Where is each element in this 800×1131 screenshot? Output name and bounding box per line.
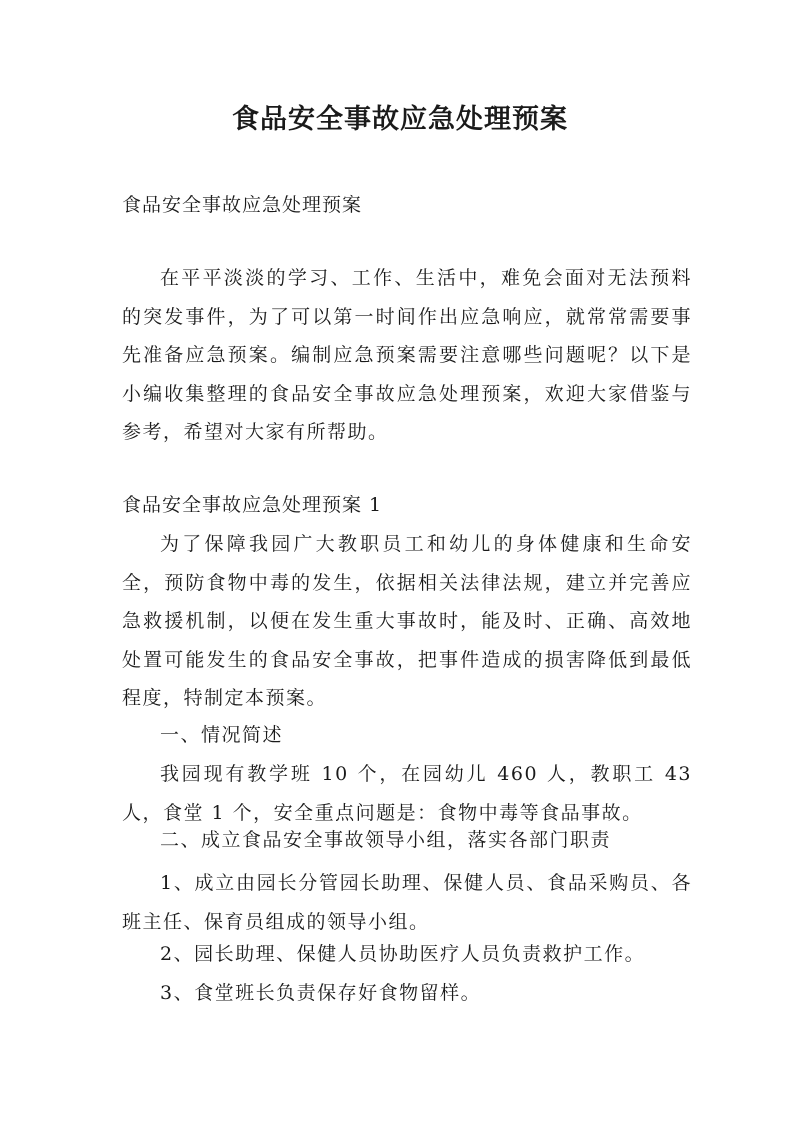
list-item-2: 2、园长助理、保健人员协助医疗人员负责救护工作。 [160, 943, 646, 965]
document-title: 食品安全事故应急处理预案 [232, 104, 568, 135]
purpose-paragraph: 为了保障我园广大教职员工和幼儿的身体健康和生命安全，预防食物中毒的发生，依据相关法律法规，建立并完善应急救援机制，以便在发生重大事故时，能及时、正确、高效地处置可能发生的食品安全事故，把事件造成的损害降低到最低程度，特制定本预案。 [122, 533, 692, 709]
list-item-3: 3、食堂班长负责保存好食物留样。 [160, 982, 482, 1004]
situation-paragraph: 我园现有教学班 10 个，在园幼儿 460 人，教职工 43 人，食堂 1 个，安全重点问题是：食物中毒等食品事故。 [122, 763, 692, 824]
intro-paragraph: 在平平淡淡的学习、工作、生活中，难免会面对无法预料的突发事件，为了可以第一时间作出应急响应，就常常需要事先准备应急预案。编制应急预案需要注意哪些问题呢？以下是小编收集整理的食品安全事故应急处理预案，欢迎大家借鉴与参考，希望对大家有所帮助。 [122, 267, 692, 443]
heading-leadership-group: 二、成立食品安全事故领导小组，落实各部门职责 [160, 829, 612, 851]
heading-situation: 一、情况简述 [160, 724, 284, 746]
section-heading: 食品安全事故应急处理预案 1 [122, 494, 383, 516]
document-subtitle: 食品安全事故应急处理预案 [122, 194, 363, 216]
list-item-1: 1、成立由园长分管园长助理、保健人员、食品采购员、各班主任、保育员组成的领导小组。 [122, 872, 692, 933]
